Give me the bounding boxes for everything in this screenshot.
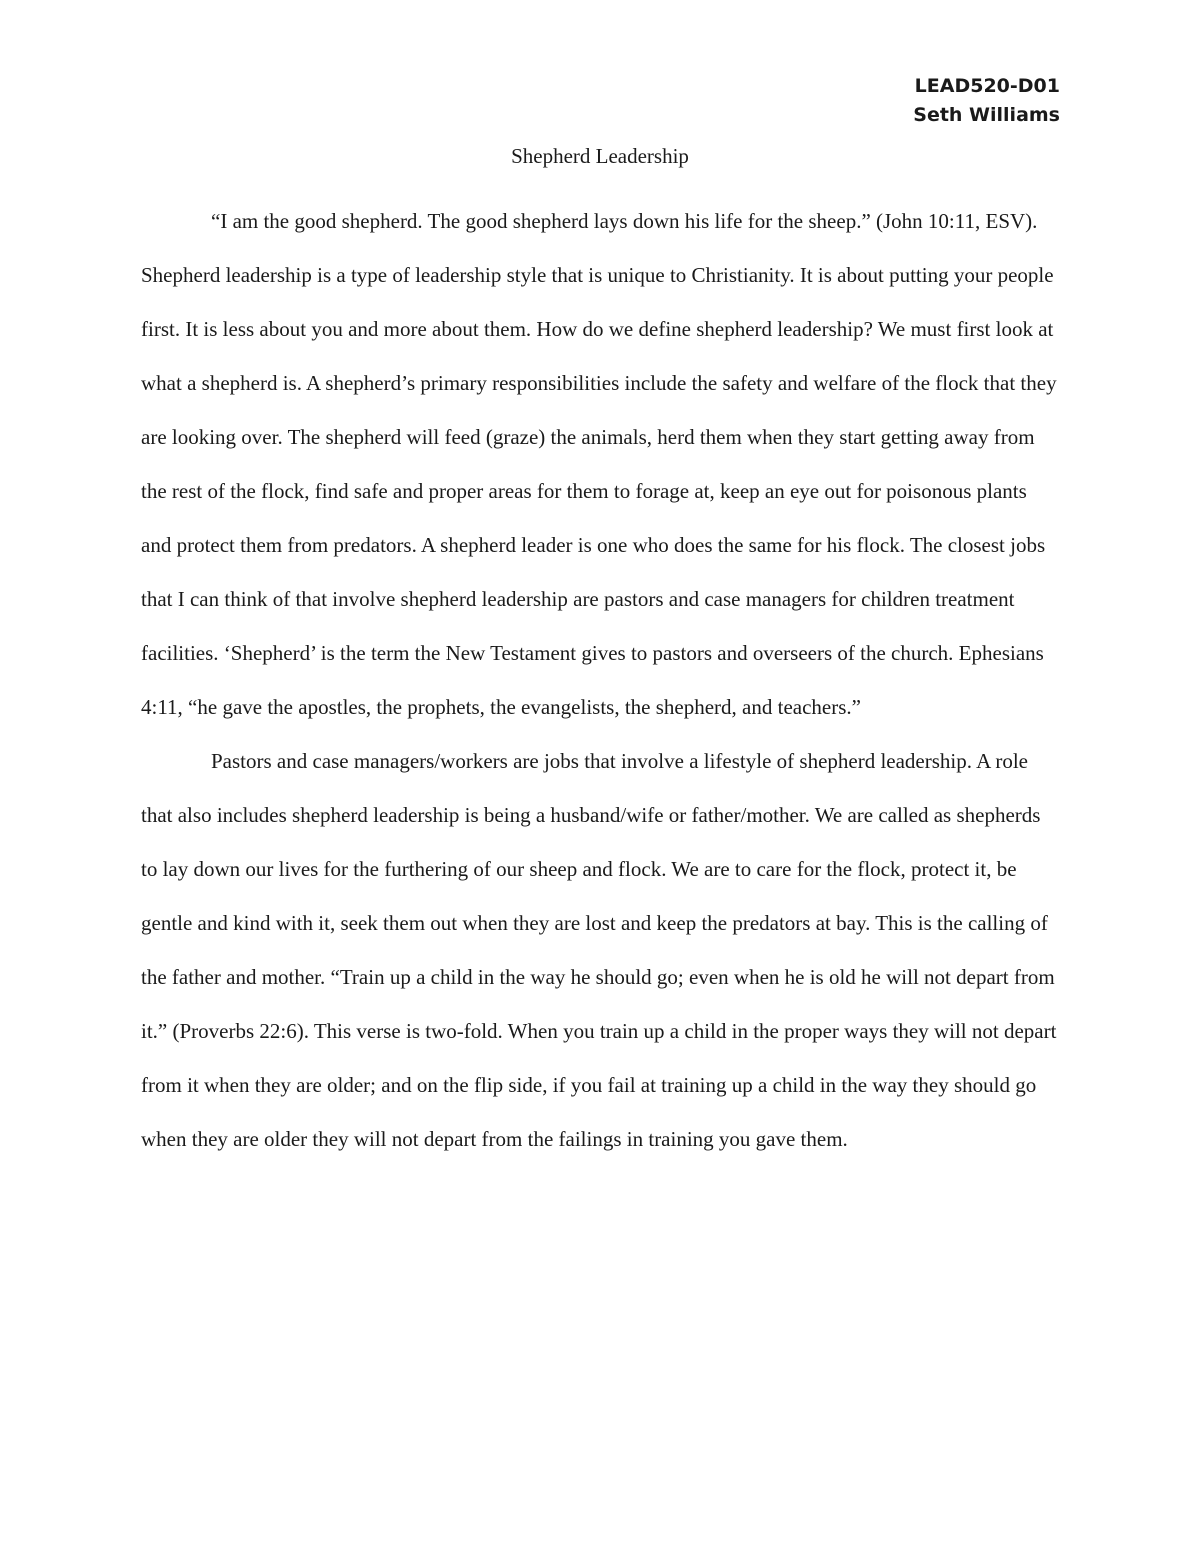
document-body bbox=[141, 194, 1062, 1166]
paragraph-1: “I am the good shepherd. The good shepherd lays down his life for the sheep.” (John 10:11, ESV). Shepherd leadership is a type of leadership style that is unique to Christianity. It is about putting your people first. It is less about you and more about them. How do we define shepherd leadership? We must first look at what a shepherd is. A shepherd’s primary responsibilities include the safety and welfare of the flock that they are looking over. The shepherd will feed (graze) the animals, herd them when they start getting away from the rest of the flock, find safe and proper areas for them to forage at, keep an eye out for poisonous plants and protect them from predators. A shepherd leader is one who does the same for his flock. The closest jobs that I can think of that involve shepherd leadership are pastors and case managers for children treatment facilities. ‘Shepherd’ is the term the New Testament gives to pastors and overseers of the church. Ephesians 4:11, “he gave the apostles, the prophets, the evangelists, the shepherd, and teachers.” bbox=[141, 209, 1057, 719]
course-code: LEAD520-D01 bbox=[914, 75, 1060, 97]
page-header bbox=[913, 72, 1060, 130]
author-name: Seth Williams bbox=[913, 104, 1060, 126]
paragraph-2: Pastors and case managers/workers are jobs that involve a lifestyle of shepherd leadership. A role that also includes shepherd leadership is being a husband/wife or father/mother. We are called as shepherds to lay down our lives for the furthering of our sheep and flock. We are to care for the flock, protect it, be gentle and kind with it, seek them out when they are lost and keep the predators at bay. This is the calling of the father and mother. “Train up a child in the way he should go; even when he is old he will not depart from it.” (Proverbs 22:6). This verse is two-fold. When you train up a child in the proper ways they will not depart from it when they are older; and on the flip side, if you fail at training up a child in the way they should go when they are older they will not depart from the failings in training you gave them. bbox=[141, 749, 1057, 1151]
document-title: Shepherd Leadership bbox=[511, 144, 689, 168]
